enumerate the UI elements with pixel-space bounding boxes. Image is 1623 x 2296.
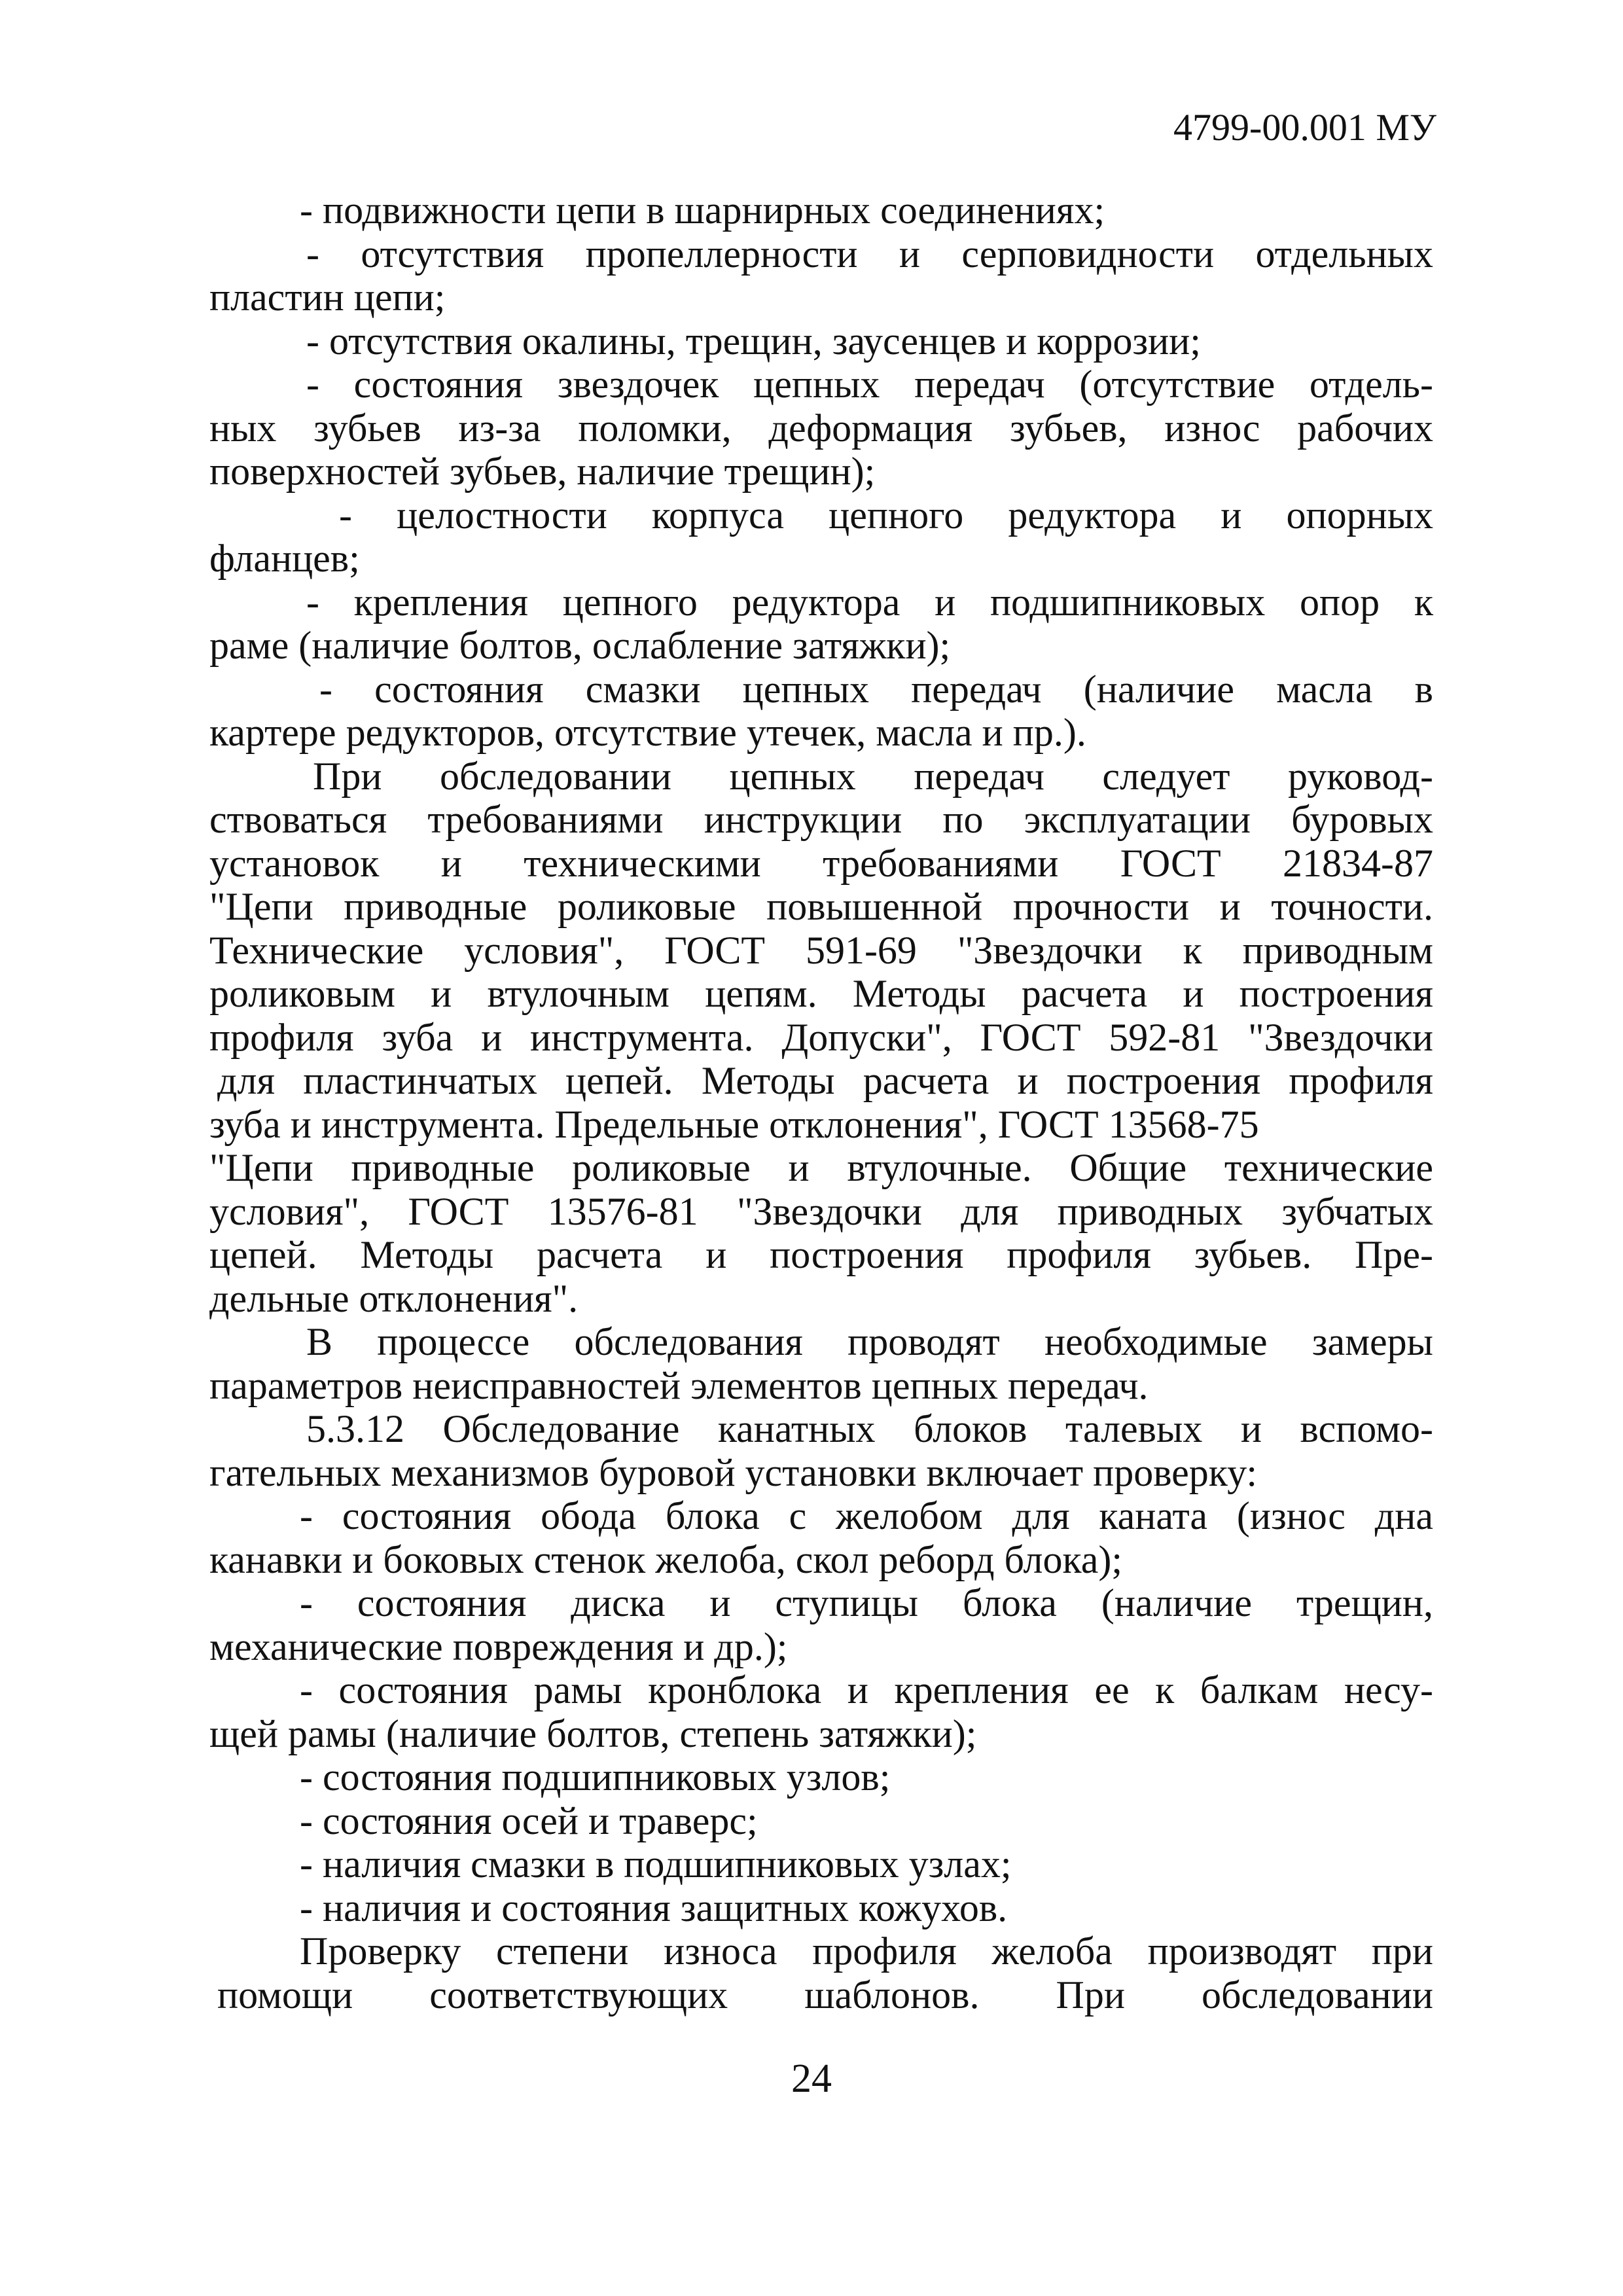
text-line: картере редукторов, отсутствие утечек, масла и пр.). bbox=[209, 711, 1086, 754]
text-line: щей рамы (наличие болтов, степень затяжки); bbox=[209, 1712, 977, 1755]
text-line: установок и техническими требованиями ГОСТ 21834-87 bbox=[209, 841, 1433, 885]
text-line: - подвижности цепи в шарнирных соединениях; bbox=[300, 188, 1105, 232]
text-line: цепей. Методы расчета и построения профиля зубьев. Пре- bbox=[209, 1233, 1433, 1276]
text-line: канавки и боковых стенок желоба, скол реборд блока); bbox=[209, 1537, 1122, 1581]
text-line: - состояния звездочек цепных передач (отсутствие отдель- bbox=[306, 363, 1433, 406]
text-line: - наличия и состояния защитных кожухов. bbox=[300, 1886, 1008, 1929]
text-line: механические повреждения и др.); bbox=[209, 1624, 788, 1668]
text-line: - целостности корпуса цепного редуктора и опорных bbox=[339, 493, 1433, 537]
text-line: - состояния подшипниковых узлов; bbox=[300, 1755, 891, 1799]
text-line: "Цепи приводные роликовые повышенной прочности и точности. bbox=[209, 885, 1433, 928]
page-number: 24 bbox=[791, 2056, 832, 2101]
text-line: поверхностей зубьев, наличие трещин); bbox=[209, 450, 876, 493]
text-line: для пластинчатых цепей. Методы расчета и построения профиля bbox=[217, 1059, 1433, 1102]
text-line: 5.3.12 Обследование канатных блоков талевых и вспомо- bbox=[306, 1407, 1433, 1450]
text-line: условия", ГОСТ 13576-81 "Звездочки для приводных зубчатых bbox=[209, 1189, 1433, 1233]
text-line: роликовым и втулочным цепям. Методы расчета и построения bbox=[209, 972, 1433, 1015]
text-line: - крепления цепного редуктора и подшипниковых опор к bbox=[306, 580, 1433, 624]
text-line: - наличия смазки в подшипниковых узлах; bbox=[300, 1842, 1012, 1886]
text-line: зуба и инструмента. Предельные отклонения", ГОСТ 13568-75 bbox=[209, 1102, 1259, 1146]
text-line: - отсутствия пропеллерности и серповидности отдельных bbox=[306, 232, 1433, 276]
text-line: ствоваться требованиями инструкции по эксплуатации буровых bbox=[209, 798, 1433, 841]
text-line: Технические условия", ГОСТ 591-69 "Звездочки к приводным bbox=[209, 928, 1433, 972]
text-line: помощи соответствующих шаблонов. При обследовании bbox=[217, 1973, 1433, 2017]
text-line: - состояния диска и ступицы блока (наличие трещин, bbox=[300, 1581, 1433, 1624]
text-line: - отсутствия окалины, трещин, заусенцев и коррозии; bbox=[306, 319, 1201, 363]
text-line: профиля зуба и инструмента. Допуски", ГОСТ 592-81 "Звездочки bbox=[209, 1015, 1433, 1059]
text-line: - состояния обода блока с желобом для каната (износ дна bbox=[300, 1494, 1433, 1537]
text-line: При обследовании цепных передач следует руковод- bbox=[313, 754, 1433, 798]
text-line: фланцев; bbox=[209, 537, 360, 580]
text-line: - состояния осей и траверс; bbox=[300, 1799, 758, 1842]
text-line: пластин цепи; bbox=[209, 276, 446, 319]
text-line: В процессе обследования проводят необходимые замеры bbox=[306, 1320, 1433, 1363]
text-line: раме (наличие болтов, ослабление затяжки); bbox=[209, 624, 951, 667]
text-line: гательных механизмов буровой установки включает проверку: bbox=[209, 1450, 1257, 1494]
text-line: - состояния смазки цепных передач (наличие масла в bbox=[319, 667, 1433, 711]
text-line: дельные отклонения". bbox=[209, 1276, 579, 1320]
text-line: параметров неисправностей элементов цепных передач. bbox=[209, 1363, 1149, 1407]
text-line: - состояния рамы кронблока и крепления ее к балкам несу- bbox=[300, 1668, 1433, 1712]
page-body-text bbox=[209, 188, 1433, 2017]
text-line: "Цепи приводные роликовые и втулочные. Общие технические bbox=[209, 1146, 1433, 1189]
document-code: 4799-00.001 МУ bbox=[1173, 106, 1436, 149]
text-line: Проверку степени износа профиля желоба производят при bbox=[300, 1929, 1433, 1973]
text-line: ных зубьев из-за поломки, деформация зубьев, износ рабочих bbox=[209, 406, 1433, 450]
